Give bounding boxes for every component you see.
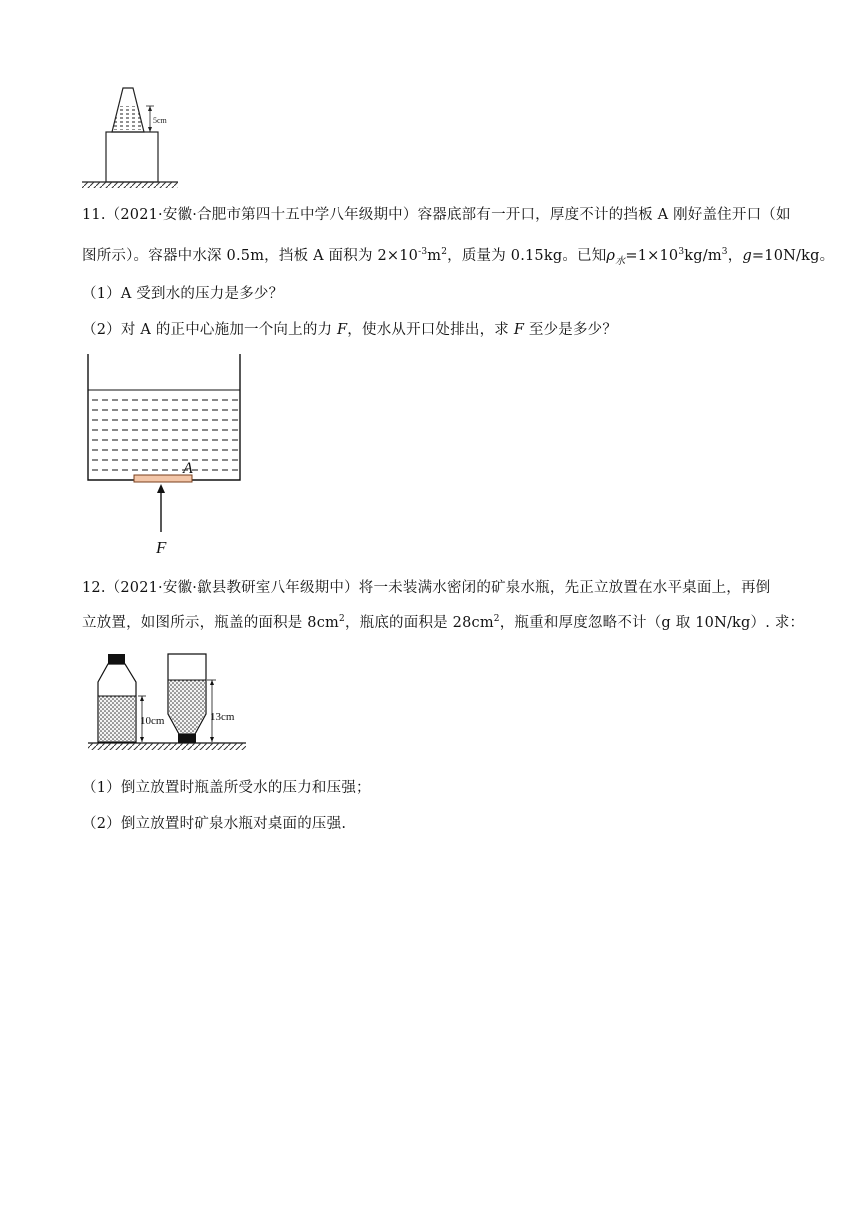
figure-flask-on-block xyxy=(78,84,188,190)
q12-stem-line2: 立放置，如图所示，瓶盖的面积是 $8cm^2$，瓶底的面积是 $28cm^2$，瓶重和厚度忽略不计（g 取 10N/kg）. 求： xyxy=(82,614,805,631)
figure-tank-with-plate xyxy=(80,350,255,560)
q11-stem-line1: 11.（2021·安徽·合肥市第四十五中学八年级期中）容器底部有一开口，厚度不计的挡板 A 刚好盖住开口（如 xyxy=(82,207,791,223)
q11-sub-question-2: （2）对 A 的正中心施加一个向上的力 F，使水从开口处排出，求 F 至少是多少？ xyxy=(82,322,618,338)
label-10cm: 10cm xyxy=(140,715,165,727)
q12-sub-question-1: （1）倒立放置时瓶盖所受水的压力和压强； xyxy=(82,780,371,796)
bottle1-cap xyxy=(108,654,125,664)
bottle2-cap xyxy=(178,734,196,743)
q11-sub-question-1: （1）A 受到水的压力是多少？ xyxy=(82,286,284,302)
q12-sub-question-2: （2）倒立放置时矿泉水瓶对桌面的压强. xyxy=(82,816,347,832)
label-a: A xyxy=(183,460,193,477)
q11-stem-line2: 图所示）。容器中水深 0.5m，挡板 A 面积为 $2\times 10^{-3}m^2$，质量为 0.15kg。已知$\rho_水=1\times 10^3kg/m^3$，g=10N/kg。 xyxy=(82,247,835,267)
label-13cm: 13cm xyxy=(210,711,235,723)
label-f: F xyxy=(156,538,167,557)
label-5cm: 5cm xyxy=(153,116,167,125)
q12-stem-line1: 12.（2021·安徽·歙县教研室八年级期中）将一未装满水密闭的矿泉水瓶，先正立放置在水平桌面上，再倒 xyxy=(82,580,771,596)
figure-two-bottles xyxy=(84,650,254,760)
